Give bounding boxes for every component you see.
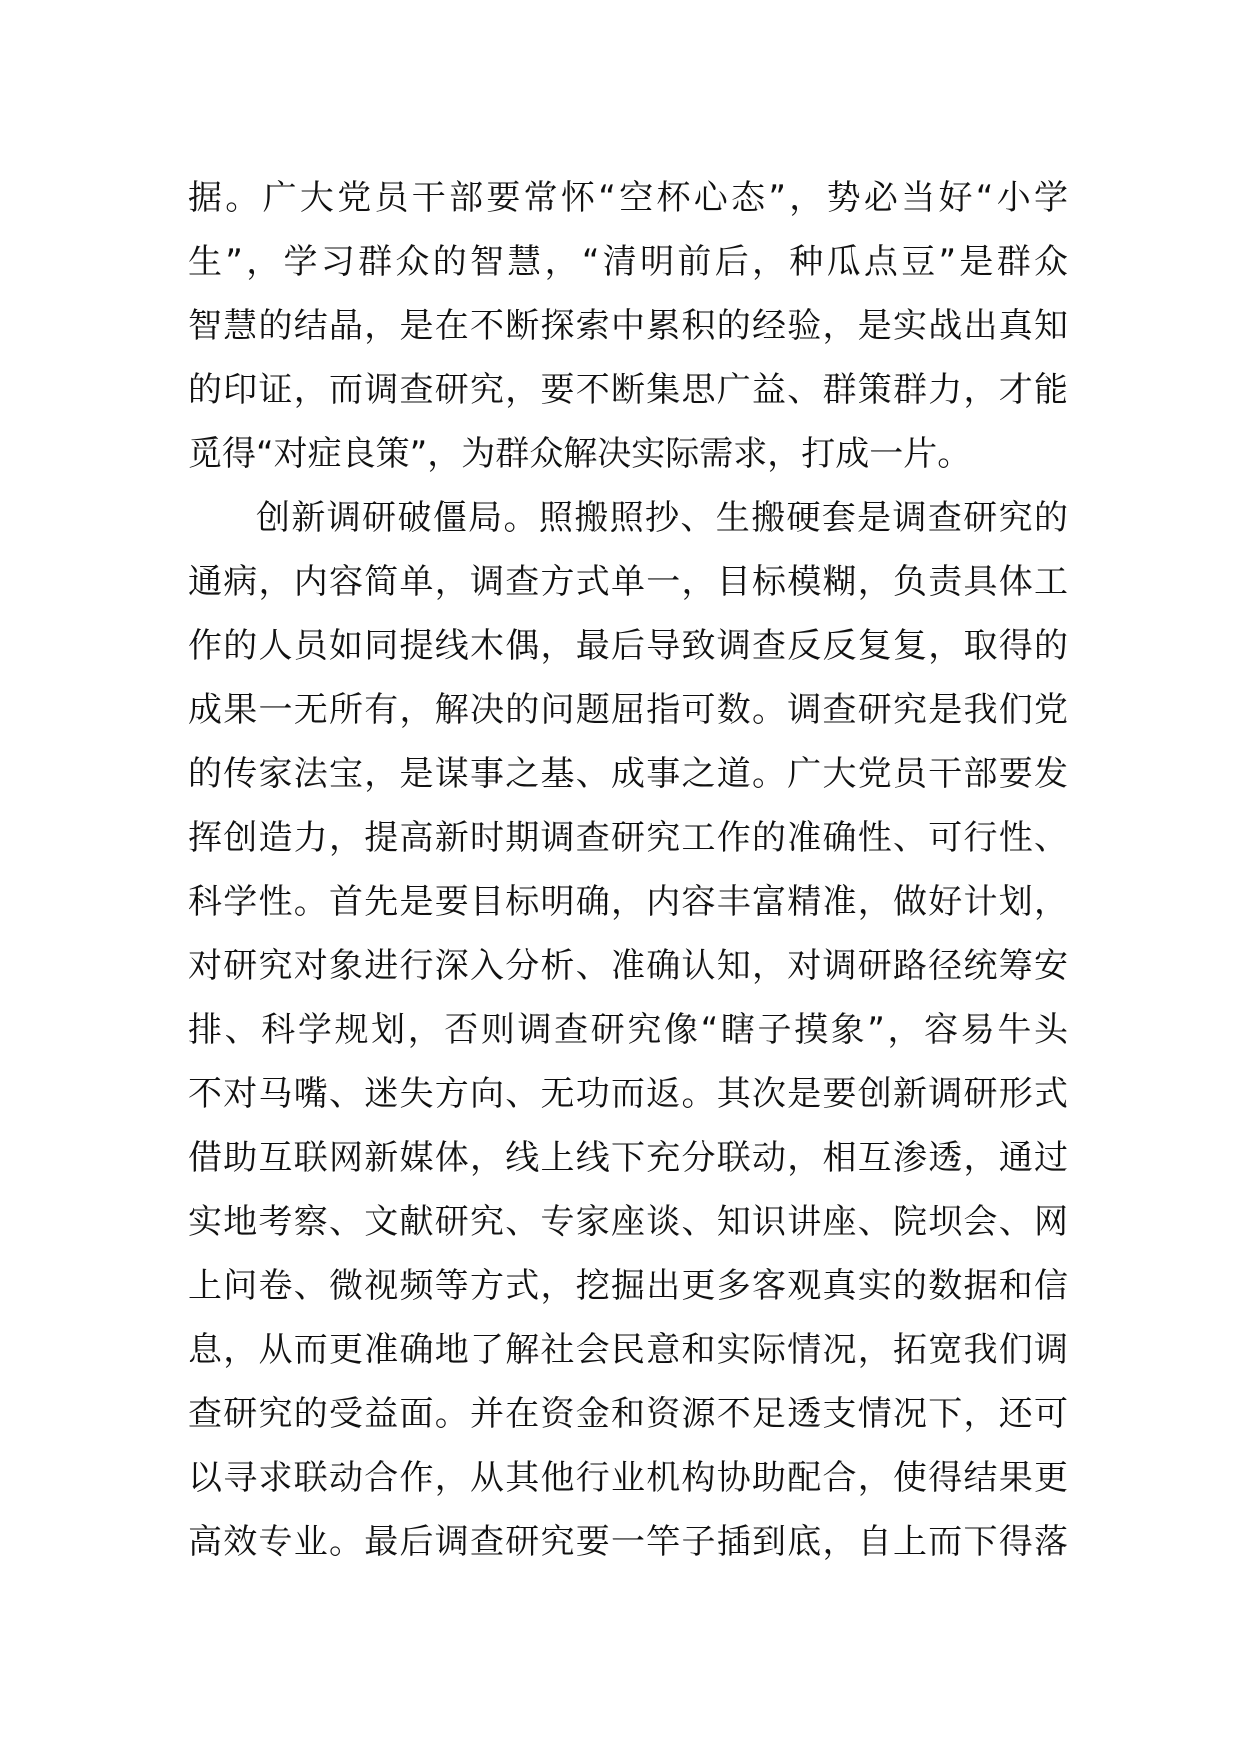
paragraph-2-line: 成果一无所有，解决的问题屈指可数。调查研究是我们党 [188, 690, 1068, 730]
body-text [188, 166, 1068, 1574]
paragraph-2-line: 不对马嘴、迷失方向、无功而返。其次是要创新调研形式 [188, 1074, 1068, 1114]
paragraph-2-line: 科学性。首先是要目标明确，内容丰富精准，做好计划， [188, 882, 1068, 922]
paragraph-1-line: 据。广大党员干部要常怀“空杯心态”，势必当好“小学 [188, 178, 1068, 218]
paragraph-2-line: 排、科学规划，否则调查研究像“瞎子摸象”，容易牛头 [188, 1010, 1068, 1050]
paragraph-2-line: 创新调研破僵局。照搬照抄、生搬硬套是调查研究的 [256, 498, 1068, 538]
paragraph-2-line: 高效专业。最后调查研究要一竿子插到底，自上而下得落 [188, 1522, 1068, 1562]
paragraph-2-line: 实地考察、文献研究、专家座谈、知识讲座、院坝会、网 [188, 1202, 1068, 1242]
paragraph-2-line: 对研究对象进行深入分析、准确认知，对调研路径统筹安 [188, 946, 1068, 986]
paragraph-2-line: 借助互联网新媒体，线上线下充分联动，相互渗透，通过 [188, 1138, 1068, 1178]
paragraph-1-line: 智慧的结晶，是在不断探索中累积的经验，是实战出真知 [188, 306, 1068, 346]
paragraph-1-line: 的印证，而调查研究，要不断集思广益、群策群力，才能 [188, 370, 1068, 410]
paragraph-2-line: 上问卷、微视频等方式，挖掘出更多客观真实的数据和信 [188, 1266, 1068, 1306]
paragraph-2-line: 挥创造力，提高新时期调查研究工作的准确性、可行性、 [188, 818, 1068, 858]
paragraph-2-line: 作的人员如同提线木偶，最后导致调查反反复复，取得的 [188, 626, 1068, 666]
paragraph-1-line: 生”，学习群众的智慧，“清明前后，种瓜点豆”是群众 [188, 242, 1068, 282]
paragraph-2-line: 的传家法宝，是谋事之基、成事之道。广大党员干部要发 [188, 754, 1068, 794]
paragraph-2-line: 查研究的受益面。并在资金和资源不足透支情况下，还可 [188, 1394, 1068, 1434]
paragraph-2-line: 以寻求联动合作，从其他行业机构协助配合，使得结果更 [188, 1458, 1068, 1498]
paragraph-1-line: 觅得“对症良策”，为群众解决实际需求，打成一片。 [188, 434, 972, 474]
paragraph-2-line: 通病，内容简单，调查方式单一，目标模糊，负责具体工 [188, 562, 1068, 602]
paragraph-2-line: 息，从而更准确地了解社会民意和实际情况，拓宽我们调 [188, 1330, 1068, 1370]
